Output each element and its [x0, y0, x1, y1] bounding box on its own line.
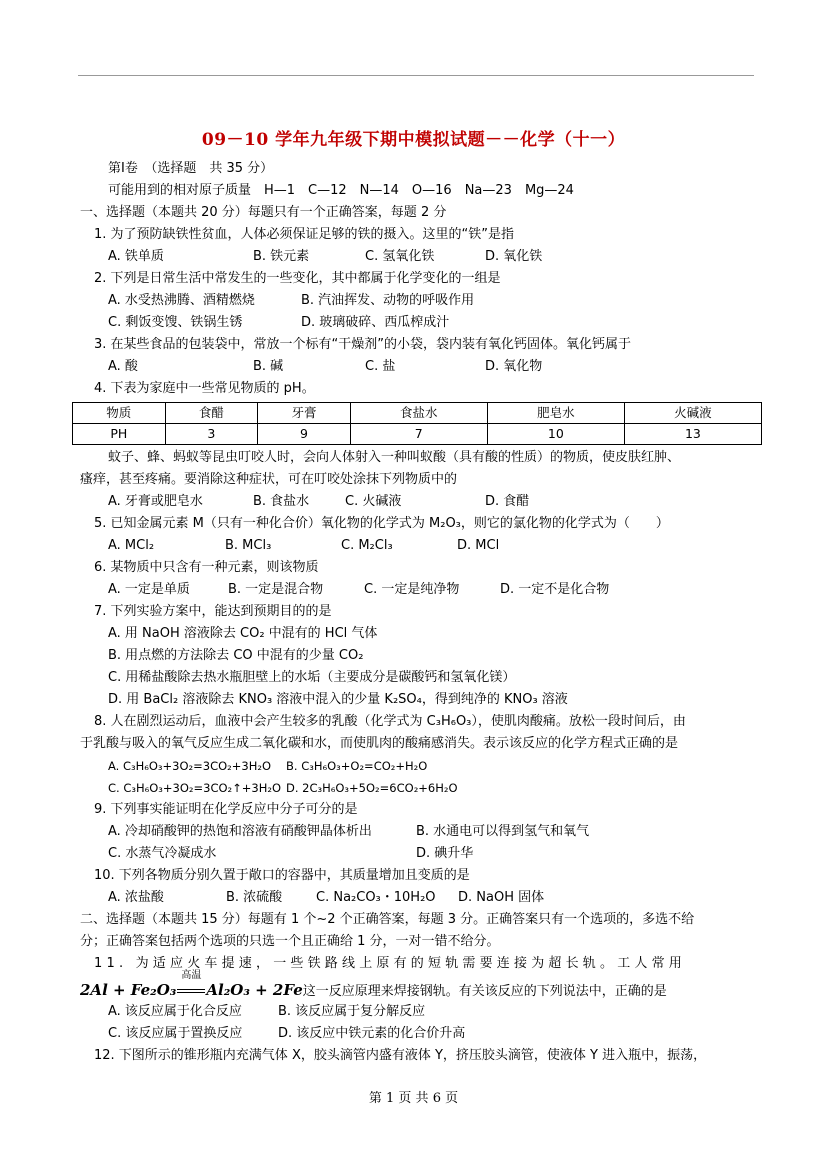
volume-label: 第Ⅰ卷 （选择题 共 35 分） [108, 161, 274, 176]
q9-option-a: A. 冷却硝酸钾的热饱和溶液有硝酸钾晶体析出 [108, 824, 372, 839]
q10-option-d: D. NaOH 固体 [458, 890, 545, 905]
q10-option-c: C. Na₂CO₃・10H₂O [316, 890, 436, 905]
q3-option-c: C. 盐 [365, 359, 396, 374]
q7-option-b: B. 用点燃的方法除去 CO 中混有的少量 CO₂ [108, 648, 364, 663]
ph-table [72, 402, 762, 445]
thermite-equation [80, 970, 303, 1005]
ph-table-header: 牙膏 [258, 403, 351, 424]
q4-paragraph-line1: 蚊子、蜂、蚂蚁等昆虫叮咬人时，会向人体射入一种叫蚁酸（具有酸的性质）的物质，使皮肤红肿、 [108, 450, 681, 465]
q8-options-cd [80, 777, 752, 799]
ph-table-cell: PH [73, 424, 166, 445]
q1-option-c: C. 氢氧化铁 [365, 249, 435, 264]
q10-option-b: B. 浓硫酸 [226, 890, 283, 905]
q10-stem: 10. 下列各物质分别久置于敞口的容器中，其质量增加且变质的是 [94, 868, 470, 883]
q11-options-cd [80, 1023, 752, 1045]
q9-option-d: D. 碘升华 [416, 846, 474, 861]
ph-table-cell: 7 [350, 424, 487, 445]
q4-paragraph-line2: 瘙痒，甚至疼痛。要消除这种症状，可在叮咬处涂抹下列物质中的 [80, 472, 458, 487]
q2-options-cd [80, 312, 752, 334]
ph-table-row [73, 424, 762, 445]
q9-stem: 9. 下列事实能证明在化学反应中分子可分的是 [94, 802, 358, 817]
page-number: 第 1 页 共 6 页 [368, 1091, 459, 1106]
q5-option-c: C. M₂Cl₃ [341, 538, 393, 553]
q6-option-d: D. 一定不是化合物 [500, 582, 610, 597]
q3-stem: 3. 在某些食品的包装袋中，常放一个标有“干燥剂”的小袋，袋内装有氧化钙固体。氧化钙属于 [94, 337, 632, 352]
q8-option-c: C. C₃H₆O₃+3O₂=3CO₂↑+3H₂O [108, 781, 282, 795]
q2-option-b: B. 汽油挥发、动物的呼吸作用 [301, 293, 475, 308]
q7-stem: 7. 下列实验方案中，能达到预期目的的是 [94, 604, 332, 619]
header-rule [78, 75, 754, 76]
q9-option-b: B. 水通电可以得到氢气和氧气 [416, 824, 590, 839]
ph-table-header: 食醋 [165, 403, 258, 424]
q11-option-c: C. 该反应属于置换反应 [108, 1026, 243, 1041]
q8-option-d: D. 2C₃H₆O₃+5O₂=6CO₂+6H₂O [286, 781, 458, 795]
q4-option-a: A. 牙膏或肥皂水 [108, 494, 203, 509]
q1-options [80, 246, 752, 268]
section2-heading: 二、选择题（本题共 15 分）每题有 1 个~2 个正确答案，每题 3 分。正确答案只有一个选项的，多选不给 [80, 912, 695, 927]
atomic-masses: 可能用到的相对原子质量 H—1 C—12 N—14 O—16 Na—23 Mg—24 [108, 183, 574, 198]
q11-option-a: A. 该反应属于化合反应 [108, 1004, 242, 1019]
ph-table-header: 肥皂水 [487, 403, 624, 424]
ph-table-header: 火碱液 [624, 403, 761, 424]
q2-option-d: D. 玻璃破碎、西瓜榨成汁 [301, 315, 450, 330]
q6-option-b: B. 一定是混合物 [228, 582, 324, 597]
equation-reactants: 2Al + Fe₂O₃ [80, 981, 177, 999]
exam-content [80, 158, 752, 1067]
section1-heading: 一、选择题（本题共 20 分）每题只有一个正确答案，每题 2 分 [80, 205, 447, 220]
ph-table-header: 食盐水 [350, 403, 487, 424]
q4-option-b: B. 食盐水 [253, 494, 310, 509]
q11-equation-line [80, 970, 752, 1001]
q9-options-ab [80, 821, 752, 843]
ph-table-header-row [73, 403, 762, 424]
q7-option-c: C. 用稀盐酸除去热水瓶胆壁上的水垢（主要成分是碳酸钙和氢氧化镁） [108, 670, 516, 685]
q7-option-d: D. 用 BaCl₂ 溶液除去 KNO₃ 溶液中混入的少量 K₂SO₄，得到纯净的 KNO₃ 溶液 [108, 692, 568, 707]
q8-stem-line2: 于乳酸与吸入的氧气反应生成二氧化碳和水，而使肌肉的酸痛感消失。表示该反应的化学方程式正确的是 [80, 736, 679, 751]
equation-arrow [176, 970, 206, 1005]
q5-option-d: D. MCl [457, 538, 500, 553]
q8-option-b: B. C₃H₆O₃+O₂=CO₂+H₂O [286, 759, 428, 773]
q3-options [80, 356, 752, 378]
q6-option-c: C. 一定是纯净物 [364, 582, 460, 597]
q3-option-a: A. 酸 [108, 359, 138, 374]
q6-options [80, 579, 752, 601]
ph-table-cell: 3 [165, 424, 258, 445]
q2-option-c: C. 剩饭变馊、铁锅生锈 [108, 315, 243, 330]
q1-option-d: D. 氧化铁 [485, 249, 543, 264]
equation-products: Al₂O₃ + 2Fe [206, 981, 303, 999]
page-title: 09－10 学年九年级下期中模拟试题－－化学（十一） [201, 130, 626, 150]
q1-option-a: A. 铁单质 [108, 249, 164, 264]
q9-options-cd [80, 843, 752, 865]
q11-stem: 11. 为适应火车提速，一些铁路线上原有的短轨需要连接为超长轨。工人常用 [94, 956, 687, 971]
q5-option-a: A. MCl₂ [108, 538, 155, 553]
q5-option-b: B. MCl₃ [225, 538, 272, 553]
q1-option-b: B. 铁元素 [253, 249, 310, 264]
q4-stem: 4. 下表为家庭中一些常见物质的 pH。 [94, 381, 315, 396]
q3-option-d: D. 氧化物 [485, 359, 543, 374]
q2-option-a: A. 水受热沸腾、酒精燃烧 [108, 293, 255, 308]
ph-table-cell: 10 [487, 424, 624, 445]
q2-options-ab [80, 290, 752, 312]
q4-option-d: D. 食醋 [485, 494, 530, 509]
q1-stem: 1. 为了预防缺铁性贫血，人体必须保证足够的铁的摄入。这里的“铁”是指 [94, 227, 515, 242]
q8-option-a: A. C₃H₆O₃+3O₂=3CO₂+3H₂O [108, 759, 272, 773]
q5-stem: 5. 已知金属元素 M（只有一种化合价）氧化物的化学式为 M₂O₃，则它的氯化物的化学式为（ ） [94, 516, 669, 531]
q12-stem: 12. 下图所示的锥形瓶内充满气体 X，胶头滴管内盛有液体 Y，挤压胶头滴管，使液体 Y 进入瓶中，振荡， [94, 1048, 707, 1063]
ph-table-cell: 9 [258, 424, 351, 445]
q4-options [80, 491, 752, 513]
q7-option-a: A. 用 NaOH 溶液除去 CO₂ 中混有的 HCl 气体 [108, 626, 378, 641]
q6-option-a: A. 一定是单质 [108, 582, 190, 597]
equation-condition: 高温 [181, 970, 202, 981]
section2-heading-line2: 分；正确答案包括两个选项的只选一个且正确给 1 分，一对一错不给分。 [80, 934, 500, 949]
q11-option-b: B. 该反应属于复分解反应 [278, 1004, 426, 1019]
q11-stem-line2: 这一反应原理来焊接钢轨。有关该反应的下列说法中，正确的是 [302, 984, 667, 999]
q4-option-c: C. 火碱液 [345, 494, 402, 509]
q5-options [80, 535, 752, 557]
q3-option-b: B. 碱 [253, 359, 284, 374]
q6-stem: 6. 某物质中只含有一种元素，则该物质 [94, 560, 319, 575]
q9-option-c: C. 水蒸气冷凝成水 [108, 846, 217, 861]
q2-stem: 2. 下列是日常生活中常发生的一些变化，其中都属于化学变化的一组是 [94, 271, 501, 286]
ph-table-header: 物质 [73, 403, 166, 424]
q10-option-a: A. 浓盐酸 [108, 890, 164, 905]
ph-table-cell: 13 [624, 424, 761, 445]
q10-options [80, 887, 752, 909]
q11-option-d: D. 该反应中铁元素的化合价升高 [278, 1026, 466, 1041]
q8-stem: 8. 人在剧烈运动后，血液中会产生较多的乳酸（化学式为 C₃H₆O₃），使肌肉酸痛。放松一段时间后，由 [94, 714, 686, 729]
q8-options-ab [80, 755, 752, 777]
